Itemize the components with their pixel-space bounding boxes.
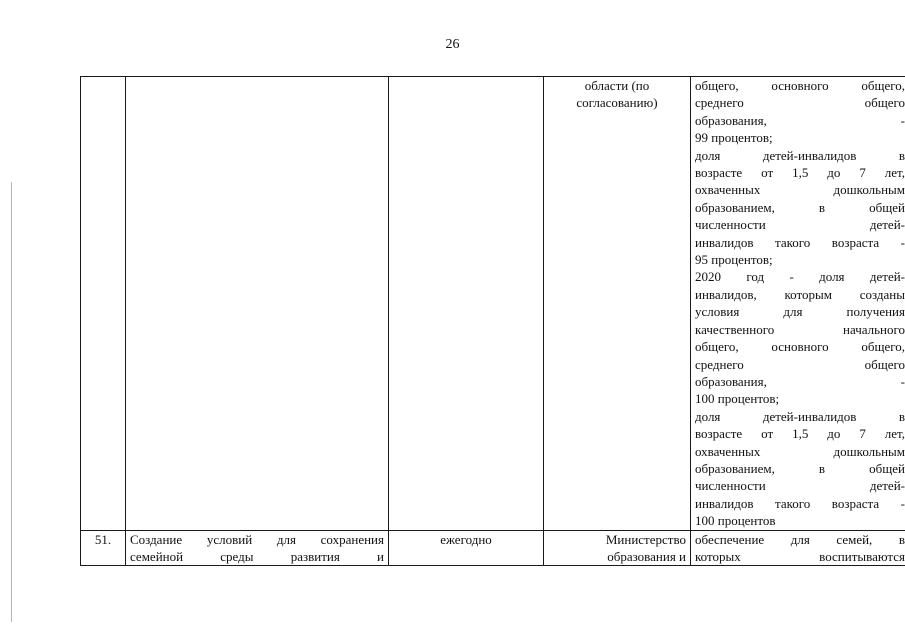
indicator-line: образованием, в общей <box>695 460 905 476</box>
table-row-continued <box>81 77 905 531</box>
indicator-line: 99 процентов; <box>695 130 773 146</box>
cell-responsible <box>544 77 691 531</box>
indicator-line: общего, основного общего, <box>695 78 905 93</box>
indicator-line: инвалидов такого возраста - <box>695 234 905 250</box>
cell-deadline <box>389 77 544 531</box>
indicator-line: среднего общего <box>695 356 905 372</box>
cell-number: 51. <box>81 530 126 566</box>
indicator-line: численности детей- <box>695 478 905 494</box>
indicator-line: общего, основного общего, <box>695 339 905 355</box>
cell-number <box>81 77 126 531</box>
indicator-line: охваченных дошкольным <box>695 182 905 198</box>
measures-table <box>80 76 905 566</box>
page-number: 26 <box>445 37 460 52</box>
responsible-line: области (по <box>584 78 650 93</box>
indicator-line: возрасте от 1,5 до 7 лет, <box>695 426 905 442</box>
cell-measure <box>126 530 389 566</box>
indicator-line: 2020 год - доля детей- <box>695 269 905 285</box>
cell-measure <box>126 77 389 531</box>
cell-deadline: ежегодно <box>389 530 544 566</box>
indicator-line: 95 процентов; <box>695 252 773 268</box>
indicator-line: условия для получения <box>695 304 905 320</box>
responsible-line: образования и <box>607 548 686 564</box>
indicator-line: образования, - <box>695 373 905 389</box>
measure-line: Создание условий для сохранения <box>130 531 384 547</box>
measure-line: семейной среды развития и <box>130 548 384 564</box>
indicator-line: 100 процентов; <box>695 391 780 407</box>
cell-indicators <box>691 530 905 566</box>
indicator-line: образования, - <box>695 112 905 128</box>
indicator-line: доля детей-инвалидов в <box>695 408 905 424</box>
indicator-line: возрасте от 1,5 до 7 лет, <box>695 165 905 181</box>
cell-responsible <box>544 530 691 566</box>
cell-indicators <box>691 77 905 531</box>
indicator-line: инвалидов такого возраста - <box>695 495 905 511</box>
scan-edge-line <box>11 182 12 622</box>
indicator-line: образованием, в общей <box>695 199 905 215</box>
indicator-line: охваченных дошкольным <box>695 443 905 459</box>
indicator-line: 100 процентов <box>695 513 776 529</box>
indicator-line: которых воспитываются <box>695 548 905 564</box>
indicator-line: обеспечение для семей, в <box>695 531 905 547</box>
indicator-line: инвалидов, которым созданы <box>695 286 905 302</box>
indicator-line: среднего общего <box>695 95 905 111</box>
table-row-51 <box>81 530 905 566</box>
indicator-line: численности детей- <box>695 217 905 233</box>
indicator-line: доля детей-инвалидов в <box>695 147 905 163</box>
responsible-line: согласованию) <box>576 95 658 111</box>
responsible-line: Министерство <box>605 531 686 547</box>
indicator-line: качественного начального <box>695 321 905 337</box>
